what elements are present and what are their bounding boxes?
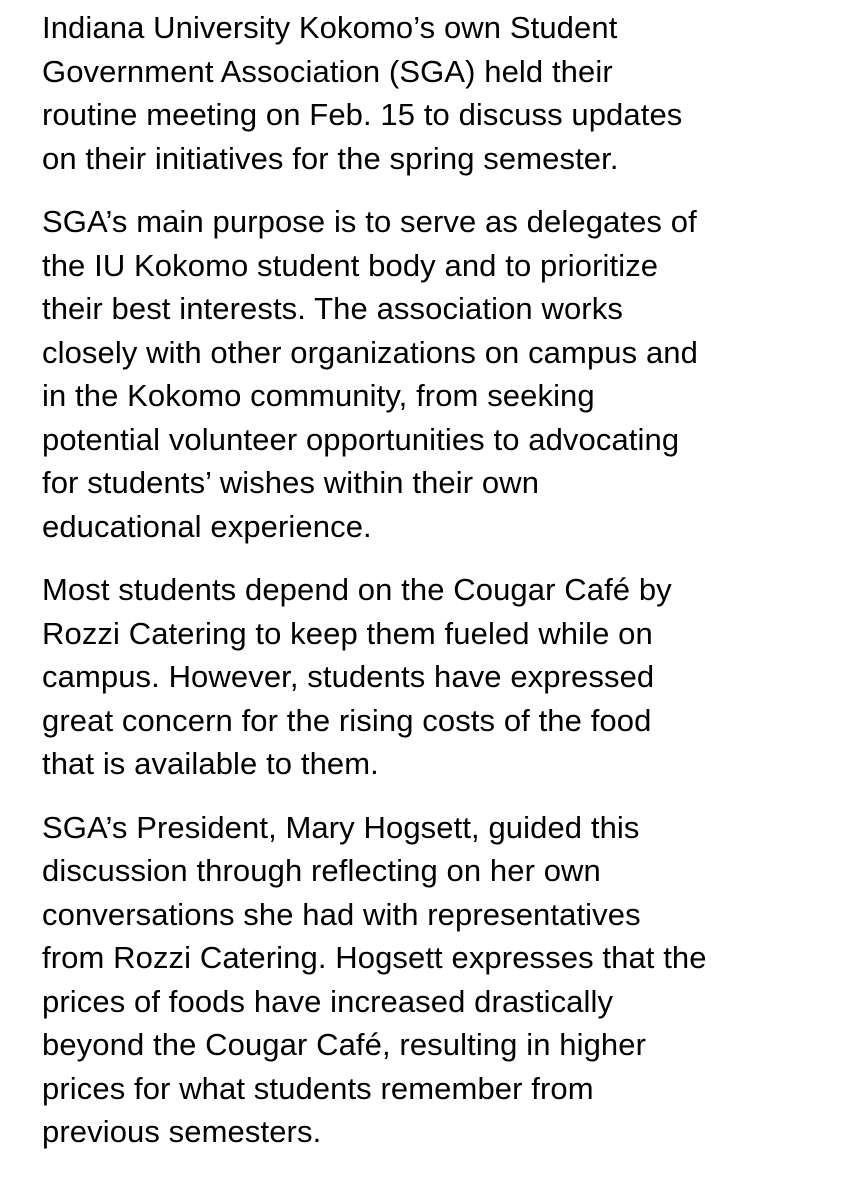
text-line: beyond the Cougar Café, resulting in higher <box>42 1027 647 1062</box>
paragraph-3 <box>42 568 822 786</box>
text-line: SGA’s main purpose is to serve as delegates of <box>42 204 697 239</box>
text-line: the IU Kokomo student body and to prioritize <box>42 247 659 283</box>
text-line: discussion through reflecting on her own <box>42 853 601 888</box>
text-line: in the Kokomo community, from seeking <box>42 378 595 413</box>
text-line: prices of foods have increased drastically <box>42 983 614 1019</box>
paragraph-1 <box>42 6 822 180</box>
text-line: educational experience. <box>42 508 372 544</box>
text-line: on their initiatives for the spring semester. <box>42 140 619 176</box>
text-line: prices for what students remember from <box>42 1070 594 1106</box>
text-line: from Rozzi Catering. Hogsett expresses that the <box>42 940 707 975</box>
text-line: for students’ wishes within their own <box>42 465 540 500</box>
text-line: closely with other organizations on campus and <box>42 334 698 370</box>
text-line: that is available to them. <box>42 746 379 781</box>
text-line: Rozzi Catering to keep them fueled while on <box>42 615 653 651</box>
paragraph-2 <box>42 200 822 548</box>
text-line: SGA’s President, Mary Hogsett, guided this <box>42 809 640 845</box>
paragraph-4 <box>42 806 822 1154</box>
text-line: campus. However, students have expressed <box>42 659 655 694</box>
text-line: Most students depend on the Cougar Café by <box>42 572 672 607</box>
text-line: conversations she had with representatives <box>42 896 641 932</box>
text-line: Government Association (SGA) held their <box>42 53 613 89</box>
text-line: Indiana University Kokomo’s own Student <box>42 10 618 45</box>
text-line: routine meeting on Feb. 15 to discuss updates <box>42 97 683 132</box>
text-line: previous semesters. <box>42 1114 322 1149</box>
text-line: great concern for the rising costs of the food <box>42 702 652 738</box>
text-line: potential volunteer opportunities to advocating <box>42 421 680 457</box>
text-line: their best interests. The association works <box>42 291 623 326</box>
